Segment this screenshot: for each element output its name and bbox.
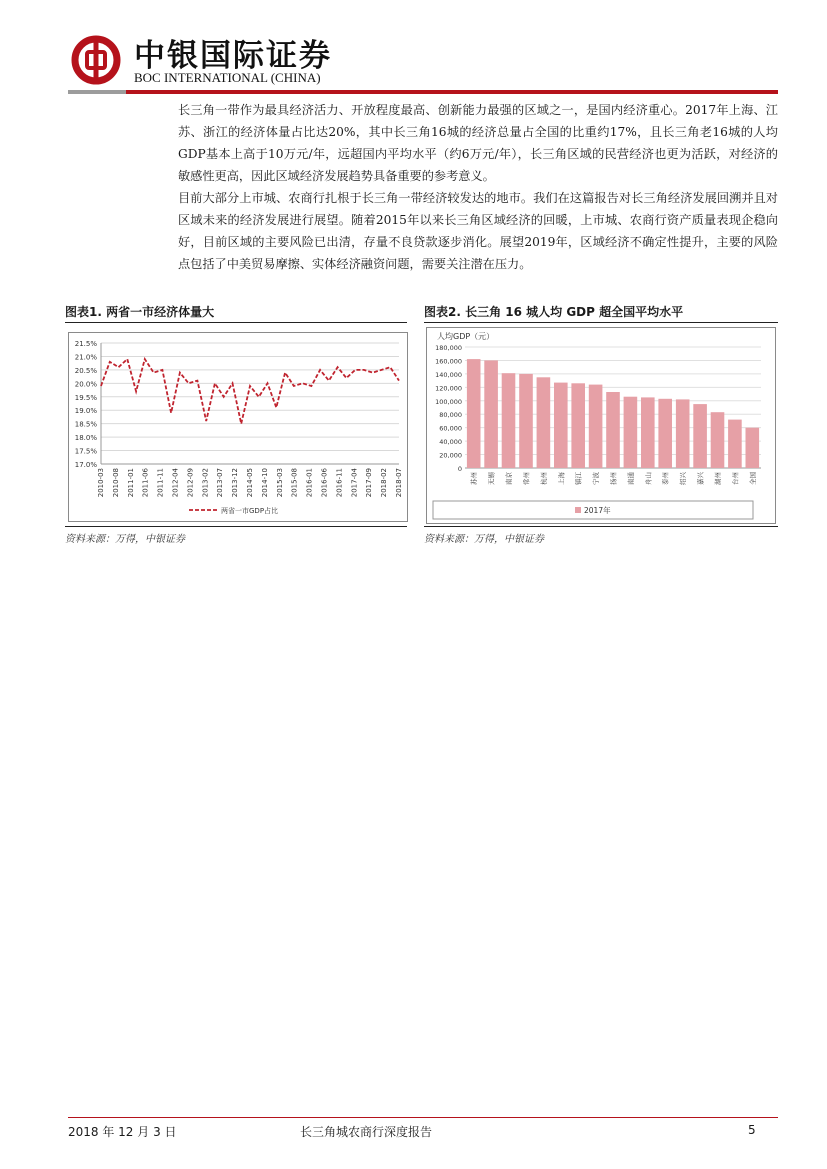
x-tick-label: 2018-02 — [380, 468, 389, 498]
x-category-label: 湖州 — [713, 472, 722, 485]
bar — [571, 383, 585, 468]
x-tick-label: 2011-11 — [156, 468, 165, 498]
bar — [641, 397, 655, 468]
y-tick-label: 40,000 — [439, 438, 462, 447]
y-tick-label: 160,000 — [435, 357, 462, 366]
bar — [589, 385, 603, 468]
figure1-bottom-rule — [65, 526, 407, 527]
figure1-source: 资料来源：万得，中银证券 — [65, 534, 185, 545]
y-tick-label: 20.0% — [74, 380, 97, 389]
x-tick-label: 2014-05 — [246, 468, 254, 498]
legend-label: 2017年 — [584, 506, 611, 515]
header-rule-red — [126, 90, 778, 94]
page-header — [0, 0, 827, 100]
y-tick-label: 19.5% — [74, 393, 97, 402]
figure2-source: 资料来源：万得，中银证券 — [424, 534, 544, 545]
x-category-label: 无锡 — [487, 472, 496, 485]
bar — [554, 383, 568, 468]
x-category-label: 嘉兴 — [696, 472, 705, 485]
figure2-bottom-rule — [424, 526, 778, 527]
bar — [624, 397, 638, 468]
y-tick-label: 60,000 — [439, 424, 462, 433]
figure1-title-rule — [65, 322, 407, 323]
footer-page-number: 5 — [748, 1123, 756, 1137]
y-tick-label: 20,000 — [439, 451, 462, 460]
bar — [484, 360, 498, 468]
y-tick-label: 18.0% — [74, 434, 97, 443]
y-tick-label: 17.5% — [74, 447, 97, 456]
bar — [658, 399, 672, 468]
x-tick-label: 2014-10 — [260, 468, 269, 498]
series-line-gdp-share — [101, 359, 399, 424]
x-tick-label: 2013-12 — [231, 468, 240, 498]
x-tick-label: 2010-03 — [97, 468, 105, 498]
x-category-label: 镇江 — [574, 472, 583, 485]
x-category-label: 扬州 — [609, 472, 618, 485]
x-tick-label: 2018-07 — [395, 468, 403, 498]
boc-logo-icon — [70, 34, 122, 86]
footer-date: 2018 年 12 月 3 日 — [68, 1125, 177, 1139]
bar — [693, 404, 707, 468]
x-category-label: 全国 — [748, 472, 757, 485]
x-tick-label: 2012-04 — [171, 468, 180, 498]
y-tick-label: 17.0% — [74, 461, 97, 469]
bar — [502, 373, 516, 468]
x-tick-label: 2011-01 — [126, 468, 135, 498]
y-tick-label: 180,000 — [435, 344, 462, 352]
y-tick-label: 21.0% — [74, 353, 97, 362]
figure1-line-chart — [69, 333, 407, 521]
x-category-label: 台州 — [731, 472, 740, 485]
bar — [537, 377, 551, 468]
x-category-label: 杭州 — [539, 472, 548, 485]
x-tick-label: 2010-08 — [111, 468, 120, 498]
x-tick-label: 2015-03 — [275, 468, 284, 498]
y-axis-title: 人均GDP（元） — [437, 332, 495, 341]
x-category-label: 南京 — [505, 472, 514, 485]
header-rule-grey — [68, 90, 126, 94]
x-category-label: 绍兴 — [679, 472, 688, 485]
x-category-label: 苏州 — [470, 472, 479, 485]
y-tick-label: 18.5% — [74, 420, 97, 429]
bar — [606, 392, 620, 468]
x-tick-label: 2012-09 — [186, 468, 195, 498]
x-tick-label: 2011-06 — [141, 468, 150, 498]
x-tick-label: 2016-11 — [335, 468, 344, 498]
x-tick-label: 2015-08 — [290, 468, 299, 498]
x-tick-label: 2017-04 — [350, 468, 359, 498]
x-tick-label: 2016-01 — [305, 468, 314, 498]
y-tick-label: 100,000 — [435, 397, 462, 406]
legend-label: 两省一市GDP占比 — [221, 507, 279, 515]
bar — [676, 399, 690, 468]
y-tick-label: 80,000 — [439, 411, 462, 420]
x-category-label: 上海 — [557, 472, 566, 485]
footer-rule — [68, 1117, 778, 1118]
bar — [467, 359, 481, 468]
x-tick-label: 2016-06 — [320, 468, 329, 498]
figure2-title-rule — [424, 322, 778, 323]
x-tick-label: 2013-02 — [201, 468, 210, 498]
figure1-title: 图表1. 两省一市经济体量大 — [65, 305, 215, 319]
bar — [728, 420, 742, 468]
x-category-label: 南通 — [626, 472, 635, 485]
body-paragraph-2: 目前大部分上市城、农商行扎根于长三角一带经济较发达的地市。我们在这篇报告对长三角经济发展回溯并且对区域未来的经济发展进行展望。随着2015年以来长三角区域经济的回暖，上市城、农商行资产质量表现企稳向好，目前区域的主要风险已出清，存量不良贷款逐步消化。展望2019年，区域经济不确定性提升，主要的风险点包括了中美贸易摩擦、实体经济融资问题，需要关注潜在压力。 — [178, 191, 778, 271]
figure1-chart-frame — [68, 332, 408, 522]
x-category-label: 舟山 — [644, 472, 653, 485]
y-tick-label: 120,000 — [435, 384, 462, 393]
x-tick-label: 2017-09 — [365, 468, 374, 498]
y-tick-label: 20.5% — [74, 366, 97, 375]
body-paragraph-1: 长三角一带作为最具经济活力、开放程度最高、创新能力最强的区域之一，是国内经济重心。2017年上海、江苏、浙江的经济体量占比达20%，其中长三角16城的经济总量占全国的比重约17%，且长三角老16城的人均GDP基本上高于10万元/年，远超国内平均水平（约6万元/年），长三角区域的民营经济也更为活跃，对经济的敏感性更高，因此区域经济发展趋势具备重要的参考意义。 — [178, 103, 778, 183]
figure2-chart-frame — [426, 327, 776, 524]
y-tick-label: 21.5% — [74, 340, 97, 348]
bar — [519, 374, 533, 468]
bar — [711, 412, 725, 468]
brand-name-english: BOC INTERNATIONAL (CHINA) — [134, 70, 321, 85]
y-tick-label: 19.0% — [74, 407, 97, 416]
bar — [746, 428, 760, 468]
legend-swatch — [575, 507, 581, 513]
x-category-label: 宁波 — [592, 472, 601, 485]
y-tick-label: 140,000 — [435, 370, 462, 379]
figure2-bar-chart — [427, 328, 775, 523]
figure2-title: 图表2. 长三角 16 城人均 GDP 超全国平均水平 — [424, 305, 684, 319]
x-category-label: 常州 — [522, 472, 531, 485]
brand-name-chinese: 中银国际证券 — [134, 38, 332, 74]
y-tick-label: 0 — [457, 465, 462, 473]
x-category-label: 泰州 — [661, 472, 670, 485]
footer-report-title: 长三角城农商行深度报告 — [300, 1125, 433, 1139]
x-tick-label: 2013-07 — [216, 468, 225, 498]
